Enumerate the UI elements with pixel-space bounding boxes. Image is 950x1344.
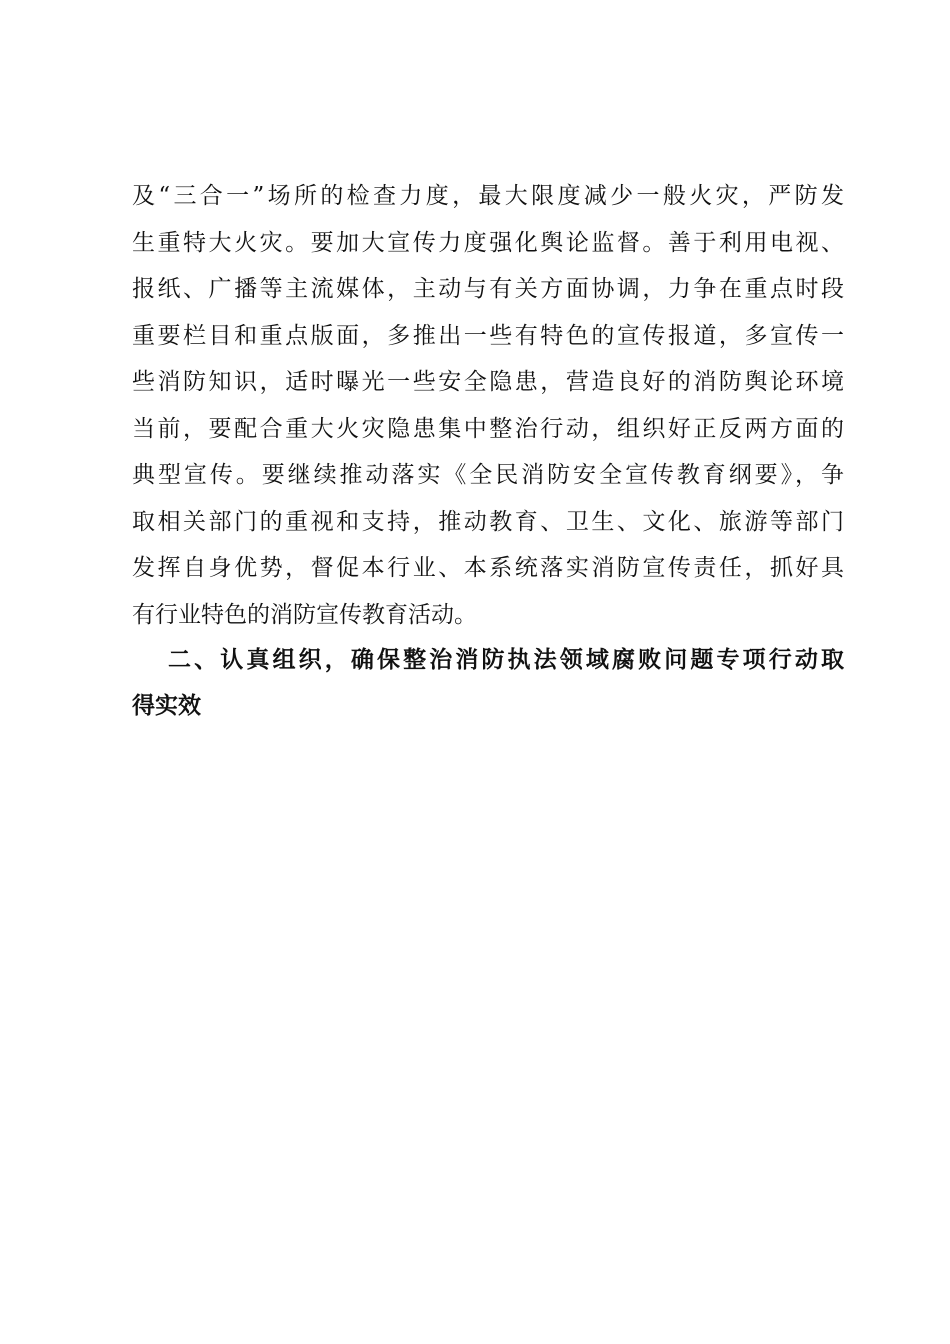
paragraph-line: 生重特大火灾。要加大宣传力度强化舆论监督。善于利用电视、: [132, 229, 844, 256]
paragraph-line: 有行业特色的消防宣传教育活动。: [132, 601, 477, 628]
paragraph-line: 当前，要配合重大火灾隐患集中整治行动，组织好正反两方面的: [132, 415, 844, 442]
paragraph-line: 发挥自身优势，督促本行业、本系统落实消防宣传责任，抓好具: [132, 555, 844, 581]
paragraph-line: 取相关部门的重视和支持，推动教育、卫生、文化、旅游等部门: [132, 508, 844, 535]
body-paragraph: [132, 173, 844, 638]
paragraph-line: 报纸、广播等主流媒体，主动与有关方面协调，力争在重点时段: [132, 276, 844, 302]
section-heading: [132, 637, 844, 729]
paragraph-line: 典型宣传。要继续推动落实《全民消防安全宣传教育纲要》，争: [132, 462, 844, 488]
paragraph-line: 及“三合一”场所的检查力度，最大限度减少一般火灾，严防发: [132, 183, 844, 209]
paragraph-line: 重要栏目和重点版面，多推出一些有特色的宣传报道，多宣传一: [132, 322, 844, 349]
paragraph-line: 些消防知识，适时曝光一些安全隐患，营造良好的消防舆论环境: [132, 369, 844, 395]
section-heading-line: 得实效: [132, 693, 201, 719]
section-heading-line: 二、认真组织，确保整治消防执法领域腐败问题专项行动取: [168, 647, 844, 673]
